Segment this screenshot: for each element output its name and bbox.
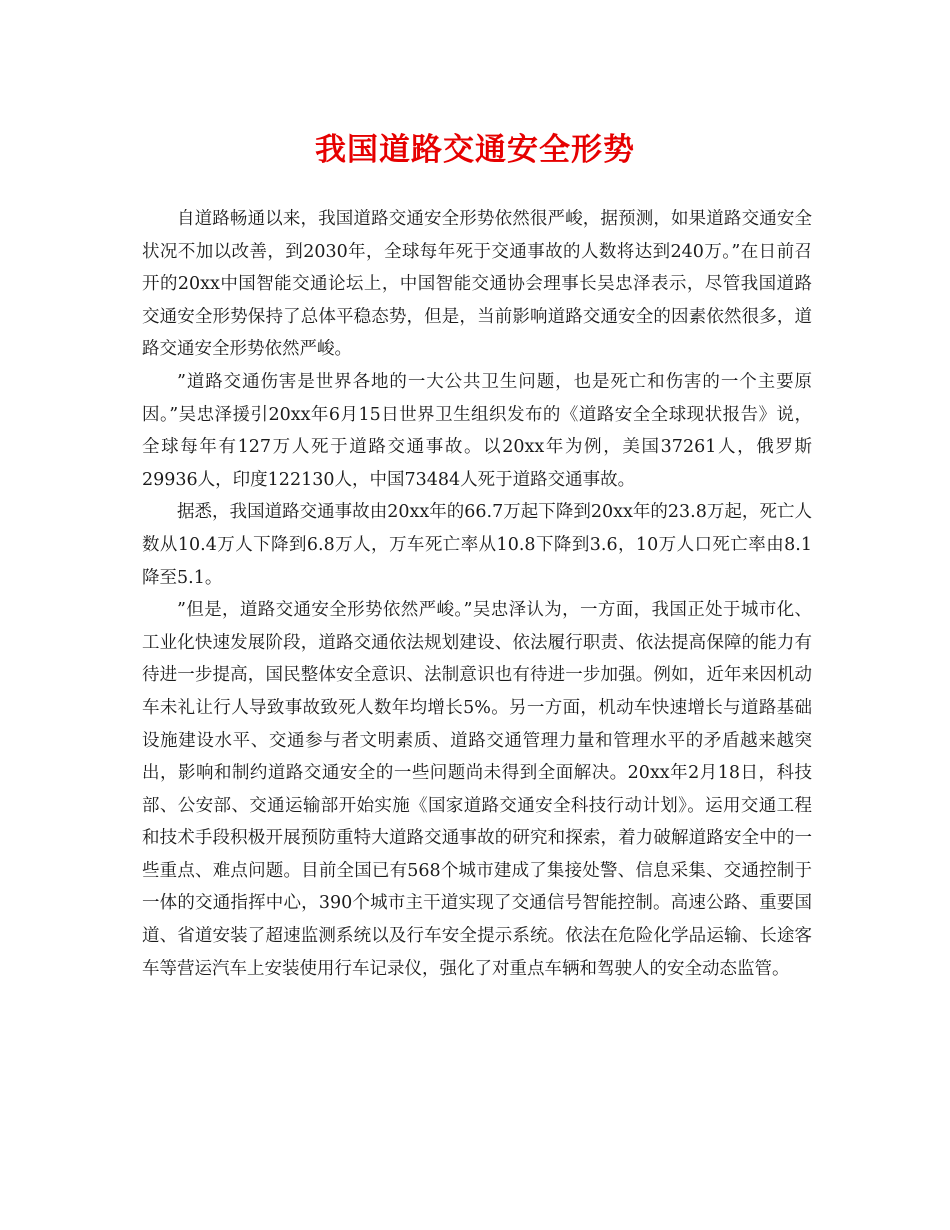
paragraph-1: 自道路畅通以来，我国道路交通安全形势依然很严峻，据预测，如果道路交通安全状况不加以改善，到2030年，全球每年死于交通事故的人数将达到240万。”在日前召开的20xx中国智能交通论坛上，中国智能交通协会理事长吴忠泽表示，尽管我国道路交通安全形势保持了总体平稳态势，但是，当前影响道路交通安全的因素依然很多，道路交通安全形势依然严峻。	[142, 209, 812, 360]
paragraph-4: ”但是，道路交通安全形势依然严峻。”吴忠泽认为，一方面，我国正处于城市化、工业化快速发展阶段，道路交通依法规划建设、依法履行职责、依法提高保障的能力有待进一步提高，国民整体安全意识、法制意识也有待进一步加强。例如，近年来因机动车未礼让行人导致事故致死人数年均增长5%。另一方面，机动车快速增长与道路基础设施建设水平、交通参与者文明素质、道路交通管理力量和管理水平的矛盾越来越突出，影响和制约道路交通安全的一些问题尚未得到全面解决。20xx年2月18日，科技部、公安部、交通运输部开始实施《国家道路交通安全科技行动计划》。运用交通工程和技术手段积极开展预防重特大道路交通事故的研究和探索，着力破解道路安全中的一些重点、难点问题。目前全国已有568个城市建成了集接处警、信息采集、交通控制于一体的交通指挥中心，390个城市主干道实现了交通信号智能控制。高速公路、重要国道、省道安装了超速监测系统以及行车安全提示系统。依法在危险化学品运输、长途客车等营运汽车上安装使用行车记录仪，强化了对重点车辆和驾驶人的安全动态监管。	[142, 600, 812, 979]
document-title: 我国道路交通安全形势	[315, 132, 635, 168]
document-body	[142, 203, 812, 985]
paragraph-2: ”道路交通伤害是世界各地的一大公共卫生问题，也是死亡和伤害的一个主要原因。”吴忠泽援引20xx年6月15日世界卫生组织发布的《道路安全全球现状报告》说，全球每年有127万人死于道路交通事故。以20xx年为例，美国37261人，俄罗斯29936人，印度122130人，中国73484人死于道路交通事故。	[142, 371, 812, 490]
paragraph-3: 据悉，我国道路交通事故由20xx年的66.7万起下降到20xx年的23.8万起，死亡人数从10.4万人下降到6.8万人，万车死亡率从10.8下降到3.6，10万人口死亡率由8.1降至5.1。	[142, 502, 812, 588]
